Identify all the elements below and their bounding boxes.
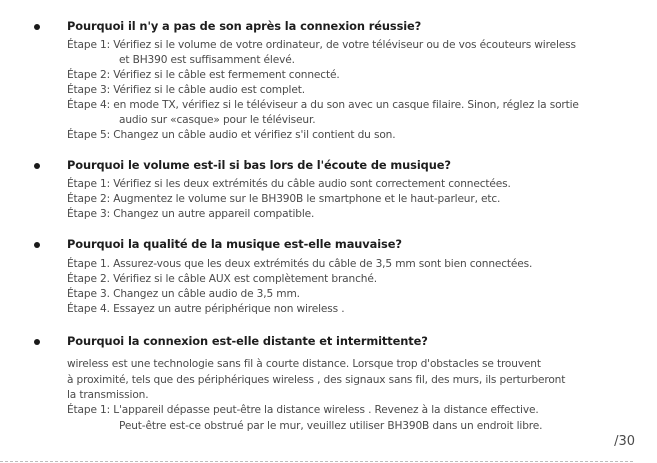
- faq-question: Pourquoi il n'y a pas de son après la connexion réussie?: [67, 19, 422, 33]
- faq-step-continued: Peut-être est-ce obstrué par le mur, veuillez utiliser BH390B dans un endroit libre.: [119, 420, 543, 432]
- faq-step: Étape 4: en mode TX, vérifiez si le téléviseur a du son avec un casque filaire. Sinon, réglez la sortie: [67, 99, 579, 111]
- faq-step: Étape 1. Assurez-vous que les deux extrémités du câble de 3,5 mm sont bien connectées.: [67, 258, 533, 270]
- faq-step: Étape 3: Vérifiez si le câble audio est complet.: [67, 84, 305, 96]
- faq-step-continued: audio sur «casque» pour le téléviseur.: [119, 114, 316, 126]
- faq-step: Étape 1: L'appareil dépasse peut-être la distance wireless . Revenez à la distance effective.: [67, 404, 539, 416]
- bullet-icon: [34, 339, 40, 345]
- faq-paragraph-line: wireless est une technologie sans fil à courte distance. Lorsque trop d'obstacles se trouvent: [67, 358, 541, 370]
- faq-step: Étape 2: Vérifiez si le câble est fermement connecté.: [67, 69, 340, 81]
- faq-step: Étape 3. Changez un câble audio de 3,5 mm.: [67, 288, 300, 300]
- faq-step: Étape 3: Changez un autre appareil compatible.: [67, 208, 315, 220]
- faq-question: Pourquoi la qualité de la musique est-elle mauvaise?: [67, 237, 402, 251]
- faq-question: Pourquoi la connexion est-elle distante et intermittente?: [67, 334, 428, 348]
- faq-step: Étape 2. Vérifiez si le câble AUX est complètement branché.: [67, 273, 377, 285]
- faq-paragraph-line: à proximité, tels que des périphériques wireless , des signaux sans fil, des murs, ils perturberont: [67, 374, 566, 386]
- faq-paragraph-line: la transmission.: [67, 389, 149, 401]
- faq-step: Étape 1: Vérifiez si le volume de votre ordinateur, de votre téléviseur ou de vos écouteurs wireless: [67, 39, 576, 51]
- faq-step-continued: et BH390 est suffisamment élevé.: [119, 54, 295, 66]
- faq-question: Pourquoi le volume est-il si bas lors de l'écoute de musique?: [67, 158, 451, 172]
- bullet-icon: [34, 242, 40, 248]
- faq-step: Étape 2: Augmentez le volume sur le BH390B le smartphone et le haut-parleur, etc.: [67, 193, 501, 205]
- bullet-icon: [34, 163, 40, 169]
- faq-step: Étape 4. Essayez un autre périphérique non wireless .: [67, 303, 345, 315]
- bullet-icon: [34, 24, 40, 30]
- page-number: /30: [614, 434, 635, 449]
- faq-step: Étape 5: Changez un câble audio et vérifiez s'il contient du son.: [67, 129, 396, 141]
- faq-step: Étape 1: Vérifiez si les deux extrémités du câble audio sont correctement connectées.: [67, 178, 511, 190]
